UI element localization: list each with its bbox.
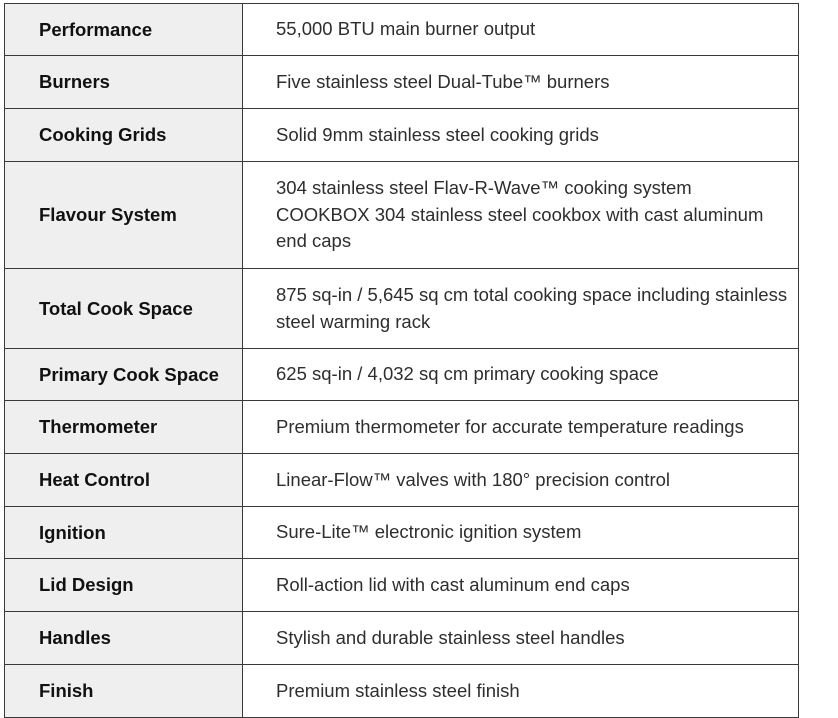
spec-label: Flavour System [5, 162, 243, 269]
spec-value: Five stainless steel Dual-Tube™ burners [243, 56, 799, 109]
table-row-ignition [5, 507, 799, 559]
spec-label: Ignition [5, 507, 243, 559]
spec-label: Thermometer [5, 401, 243, 454]
specifications-table-body [5, 4, 799, 718]
spec-value: Sure-Lite™ electronic ignition system [243, 507, 799, 559]
spec-label: Lid Design [5, 559, 243, 612]
spec-label: Total Cook Space [5, 269, 243, 349]
table-row-handles [5, 612, 799, 665]
spec-label: Heat Control [5, 454, 243, 507]
spec-value: 875 sq-in / 5,645 sq cm total cooking space including stainless steel warming rack [243, 269, 799, 349]
spec-value: Roll-action lid with cast aluminum end caps [243, 559, 799, 612]
table-row-performance [5, 4, 799, 56]
table-row-flavour-system [5, 162, 799, 269]
spec-value: 304 stainless steel Flav-R-Wave™ cooking system COOKBOX 304 stainless steel cookbox with cast aluminum end caps [243, 162, 799, 269]
spec-value: Linear-Flow™ valves with 180° precision control [243, 454, 799, 507]
spec-value: 55,000 BTU main burner output [243, 4, 799, 56]
spec-label: Burners [5, 56, 243, 109]
table-row-lid-design [5, 559, 799, 612]
spec-label: Primary Cook Space [5, 349, 243, 401]
spec-label: Performance [5, 4, 243, 56]
spec-label: Cooking Grids [5, 109, 243, 162]
table-row-thermometer [5, 401, 799, 454]
spec-value: Stylish and durable stainless steel handles [243, 612, 799, 665]
specifications-table [4, 3, 799, 718]
table-row-heat-control [5, 454, 799, 507]
spec-label: Finish [5, 665, 243, 718]
table-row-cooking-grids [5, 109, 799, 162]
spec-label: Handles [5, 612, 243, 665]
spec-value: Premium thermometer for accurate temperature readings [243, 401, 799, 454]
table-row-primary-cook-space [5, 349, 799, 401]
spec-value: 625 sq-in / 4,032 sq cm primary cooking space [243, 349, 799, 401]
spec-value: Premium stainless steel finish [243, 665, 799, 718]
table-row-total-cook-space [5, 269, 799, 349]
table-row-finish [5, 665, 799, 718]
table-row-burners [5, 56, 799, 109]
spec-value: Solid 9mm stainless steel cooking grids [243, 109, 799, 162]
